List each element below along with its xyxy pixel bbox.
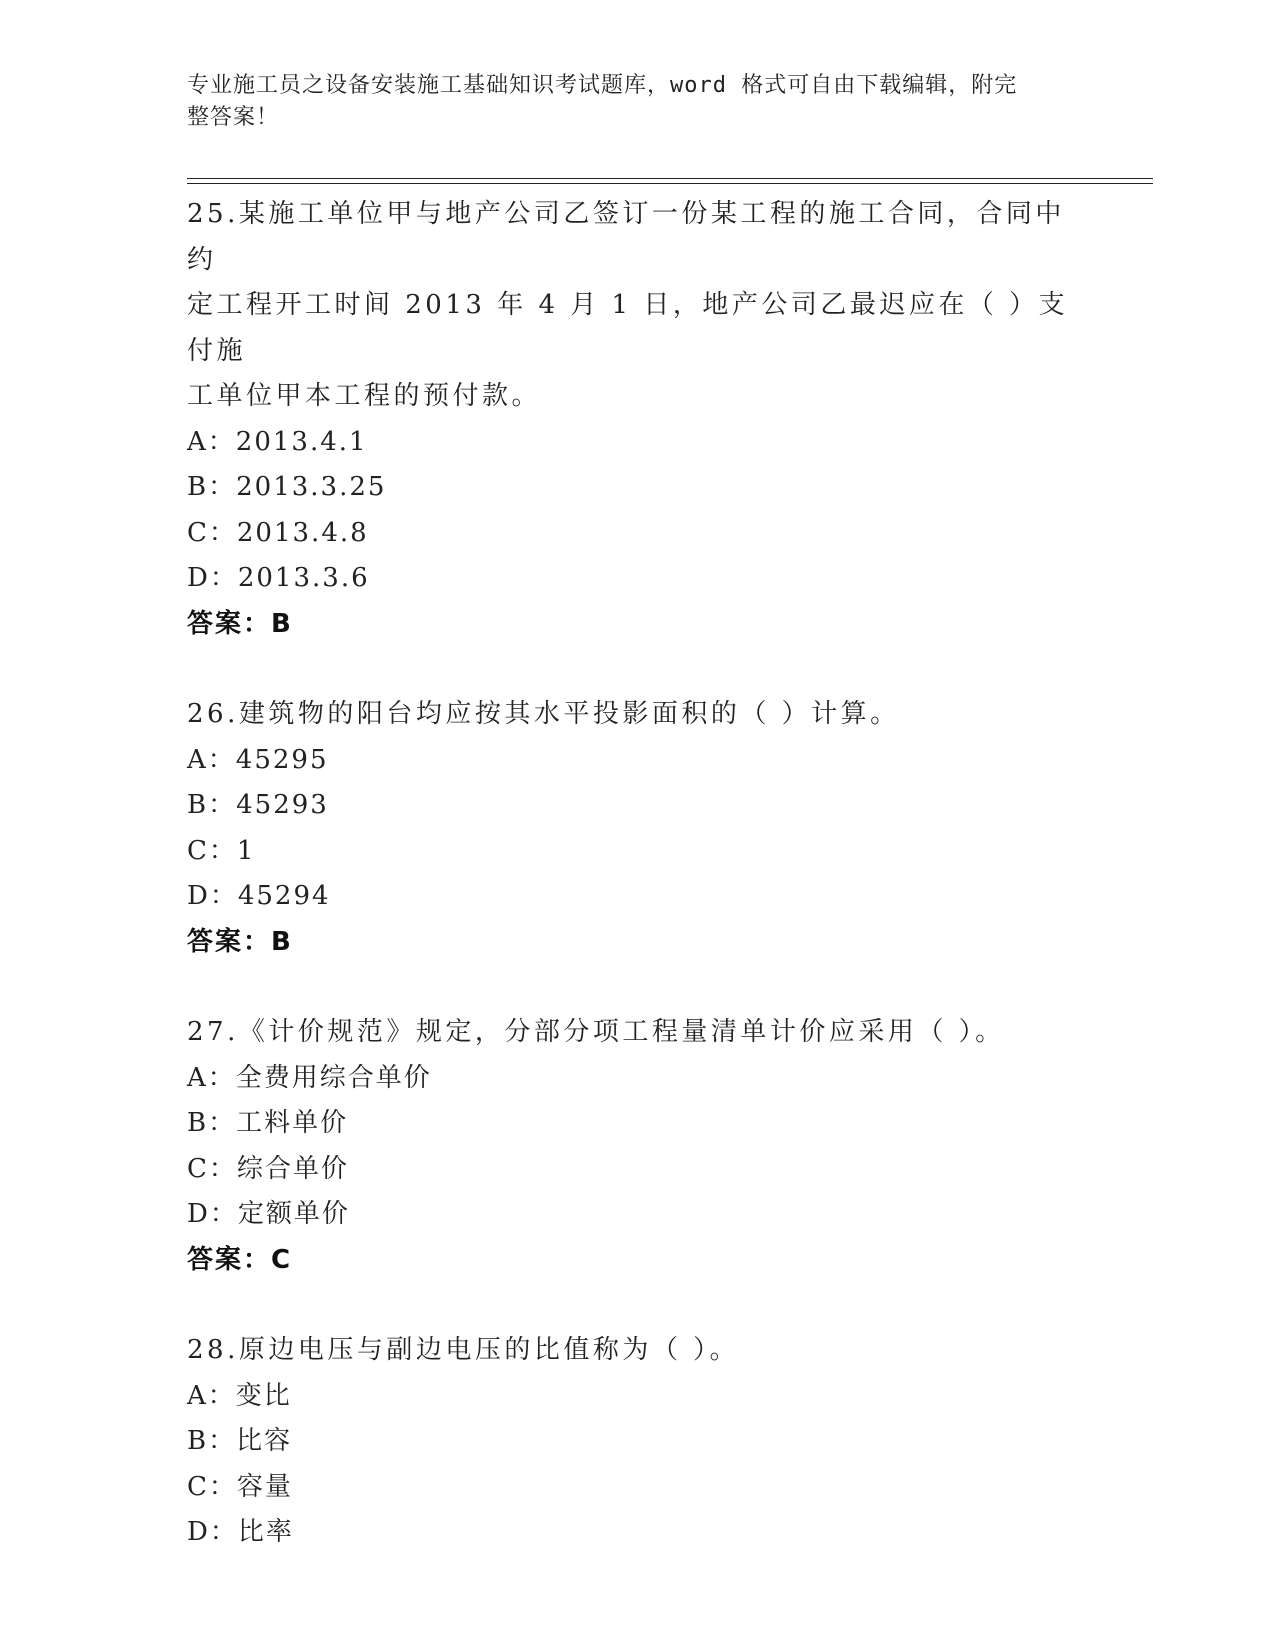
question-stem-line: 25.某施工单位甲与地产公司乙签订一份某工程的施工合同，合同中约 (187, 199, 1065, 275)
header-line-1: 专业施工员之设备安装施工基础知识考试题库，word 格式可自由下载编辑，附完 (187, 73, 1018, 98)
option-b: B：工料单价 (187, 1108, 349, 1138)
question-28 (187, 1328, 1087, 1556)
question-stem-line: 28.原边电压与副边电压的比值称为（ ）。 (187, 1335, 740, 1365)
option-d: D：定额单价 (187, 1199, 350, 1229)
question-26 (187, 692, 1087, 965)
question-stem-line: 定工程开工时间 2013 年 4 月 1 日，地产公司乙最迟应在（ ）支付施 (187, 290, 1069, 366)
answer-line: 答案：B (187, 608, 293, 639)
option-b: B：2013.3.25 (187, 472, 387, 502)
answer-line: 答案：C (187, 1244, 293, 1275)
option-c: C：2013.4.8 (187, 517, 369, 548)
question-stem-line: 26.建筑物的阳台均应按其水平投影面积的（ ）计算。 (187, 699, 900, 729)
header-line-2: 整答案！ (187, 105, 280, 130)
option-d: D：比率 (187, 1517, 294, 1547)
option-b: B：45293 (187, 790, 329, 820)
option-b: B：比容 (187, 1426, 293, 1456)
option-c: C：1 (187, 835, 256, 866)
header-divider-top (187, 178, 1153, 179)
question-25 (187, 192, 1087, 647)
header-divider-bottom (187, 183, 1153, 184)
option-a: A：45295 (187, 744, 329, 775)
question-list (187, 192, 1087, 1601)
option-a: A：2013.4.1 (187, 426, 368, 457)
option-d: D：2013.3.6 (187, 563, 370, 593)
option-d: D：45294 (187, 881, 331, 911)
question-stem-line: 工单位甲本工程的预付款。 (187, 381, 542, 411)
question-stem-line: 27.《计价规范》规定，分部分项工程量清单计价应采用（ ）。 (187, 1017, 1005, 1047)
document-header (187, 70, 1067, 134)
answer-line: 答案：B (187, 926, 293, 957)
option-c: C：容量 (187, 1471, 293, 1502)
option-a: A：变比 (187, 1380, 292, 1411)
option-a: A：全费用综合单价 (187, 1062, 432, 1093)
option-c: C：综合单价 (187, 1153, 349, 1184)
question-27 (187, 1010, 1087, 1283)
